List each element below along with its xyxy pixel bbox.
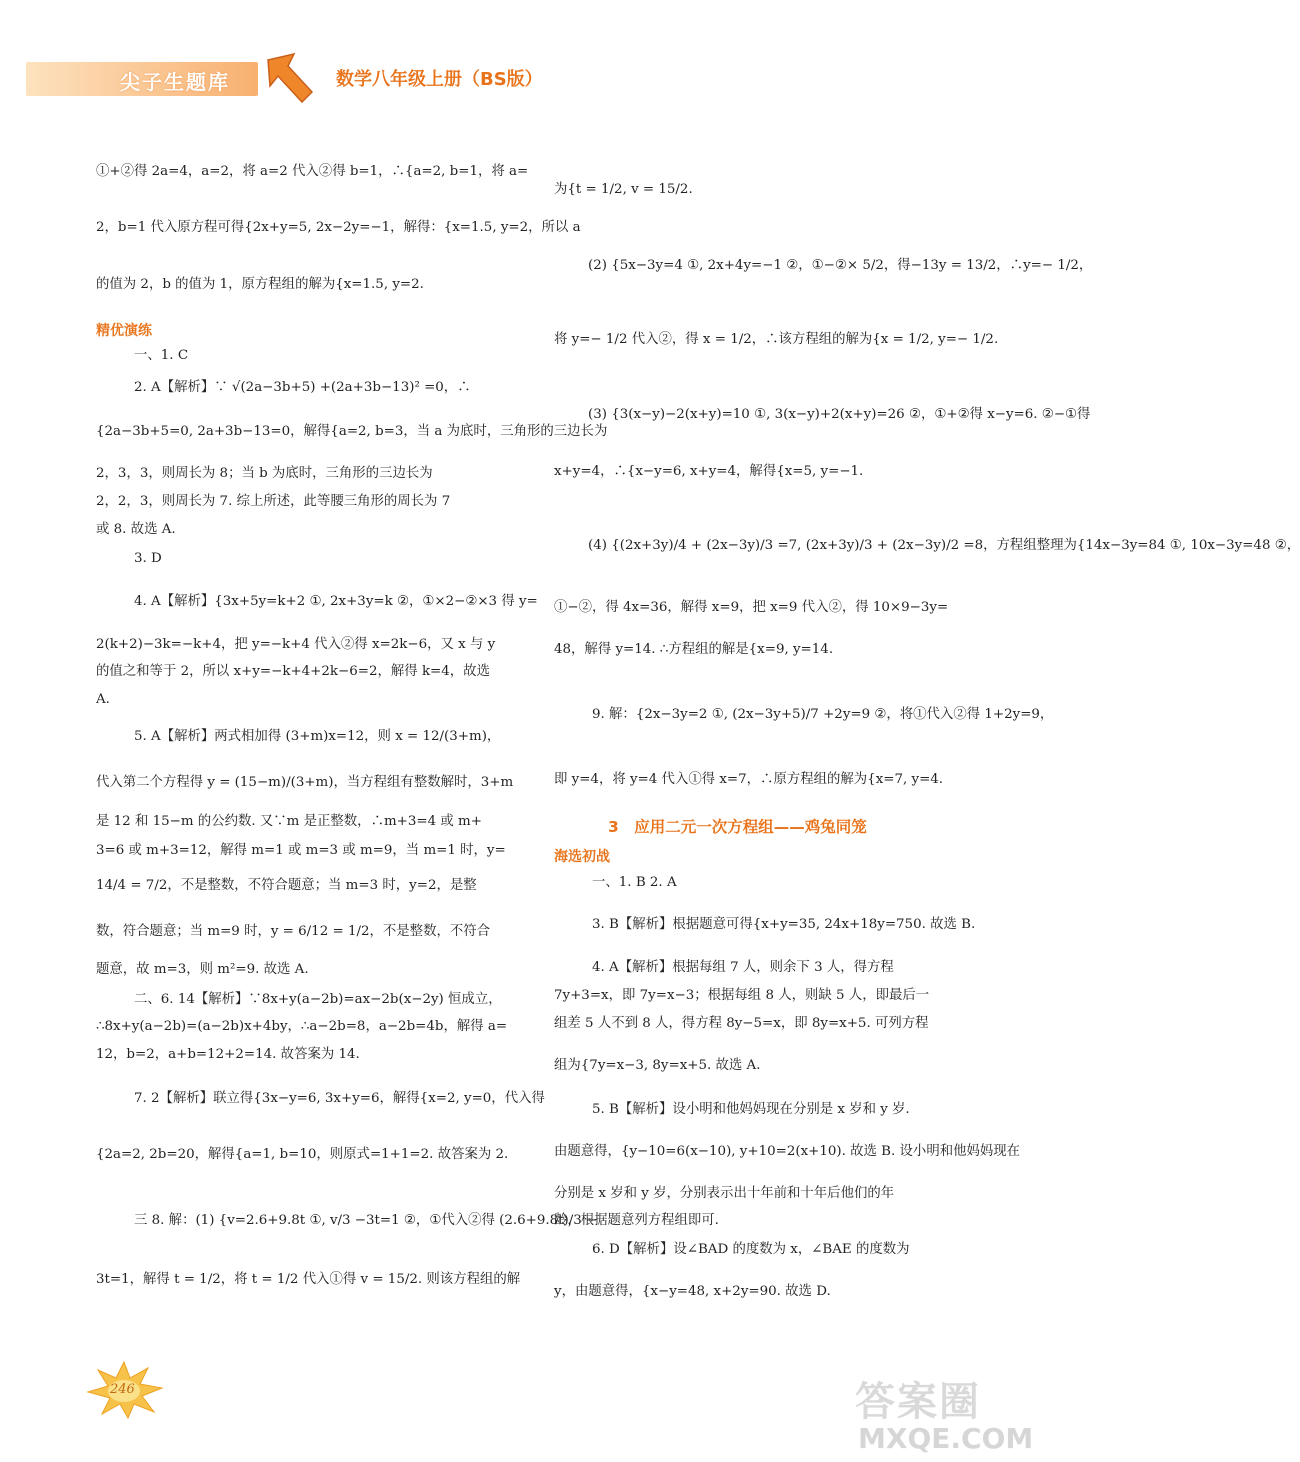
arrow-icon — [260, 50, 320, 110]
left-line: {2a−3b+5=0, 2a+3b−13=0，解得{a=2, b=3，当 a 为底时，三角形的三边长为 — [96, 424, 608, 439]
right-line: 6. D【解析】设∠BAD 的度数为 x，∠BAE 的度数为 — [592, 1242, 910, 1257]
right-line: 龄，根据题意列方程组即可. — [554, 1213, 719, 1228]
left-line: 4. A【解析】{3x+5y=k+2 ①, 2x+3y=k ②，①×2−②×3 得 y= — [134, 594, 538, 609]
left-line: 2. A【解析】∵ √(2a−3b+5) +(2a+3b−13)² =0，∴ — [134, 380, 471, 395]
left-line: 三 8. 解：(1) {v=2.6+9.8t ①, v/3 −3t=1 ②，①代入②得 (2.6+9.8t)/3 − — [134, 1213, 598, 1228]
series-name: 尖子生题库 — [120, 70, 230, 94]
book-title: 数学八年级上册（BS版） — [336, 69, 543, 90]
left-line: 3=6 或 m+3=12，解得 m=1 或 m=3 或 m=9，当 m=1 时，y= — [96, 843, 506, 858]
left-line: 二、6. 14【解析】∵8x+y(a−2b)=ax−2b(x−2y) 恒成立， — [134, 992, 502, 1007]
left-line: 一、1. C — [134, 348, 189, 363]
left-line: A. — [96, 692, 110, 707]
right-line: 4. A【解析】根据每组 7 人，则余下 3 人，得方程 — [592, 960, 894, 975]
right-line: (2) {5x−3y=4 ①, 2x+4y=−1 ②，①−②× 5/2，得−13y = 13/2，∴y=− 1/2， — [588, 258, 1093, 273]
right-line: 7y+3=x，即 7y=x−3；根据每组 8 人，则缺 5 人，即最后一 — [554, 988, 930, 1003]
watermark-bottom: MXQE.COM — [858, 1422, 1034, 1455]
right-line: 组为{7y=x−3, 8y=x+5. 故选 A. — [554, 1058, 761, 1073]
right-line: 由题意得，{y−10=6(x−10), y+10=2(x+10). 故选 B. 设小明和他妈妈现在 — [554, 1144, 1021, 1159]
right-line: (3) {3(x−y)−2(x+y)=10 ①, 3(x−y)+2(x+y)=26 ②，①+②得 x−y=6. ②−①得 — [588, 407, 1091, 422]
left-line: 是 12 和 15−m 的公约数. 又∵m 是正整数，∴m+3=4 或 m+ — [96, 814, 482, 829]
left-line: 数，符合题意；当 m=9 时，y = 6/12 = 1/2，不是整数，不符合 — [96, 924, 491, 939]
left-line: 或 8. 故选 A. — [96, 522, 176, 537]
left-line: 题意，故 m=3，则 m²=9. 故选 A. — [96, 962, 309, 977]
watermark — [850, 1370, 1034, 1460]
page-number: 246 — [110, 1382, 135, 1397]
right-line: 分别是 x 岁和 y 岁，分别表示出十年前和十年后他们的年 — [554, 1186, 895, 1201]
right-line: x+y=4，∴{x−y=6, x+y=4，解得{x=5, y=−1. — [554, 464, 864, 479]
left-line: 12，b=2，a+b=12+2=14. 故答案为 14. — [96, 1047, 360, 1062]
left-line: 2(k+2)−3k=−k+4，把 y=−k+4 代入②得 x=2k−6，又 x 与 y — [96, 637, 496, 652]
left-line: 3. D — [134, 551, 162, 566]
chapter-title: 3 应用二元一次方程组——鸡兔同笼 — [608, 818, 867, 836]
right-line: 一、1. B 2. A — [592, 875, 677, 890]
left-line: 2，2，3，则周长为 7. 综上所述，此等腰三角形的周长为 7 — [96, 494, 451, 509]
right-line: 3. B【解析】根据题意可得{x+y=35, 24x+18y=750. 故选 B. — [592, 917, 976, 932]
left-line: 5. A【解析】两式相加得 (3+m)x=12，则 x = 12/(3+m)， — [134, 729, 501, 744]
left-line: ①+②得 2a=4，a=2，将 a=2 代入②得 b=1，∴{a=2, b=1，将 a= — [96, 164, 529, 179]
left-line: 的值为 2，b 的值为 1，原方程组的解为{x=1.5, y=2. — [96, 277, 424, 292]
left-line: {2a=2, 2b=20，解得{a=1, b=10，则原式=1+1=2. 故答案为 2. — [96, 1147, 509, 1162]
right-line: 48，解得 y=14. ∴方程组的解是{x=9, y=14. — [554, 642, 834, 657]
left-line: 的值之和等于 2，所以 x+y=−k+4+2k−6=2，解得 k=4，故选 — [96, 664, 490, 679]
right-line: 将 y=− 1/2 代入②，得 x = 1/2，∴该方程组的解为{x = 1/2, y=− 1/2. — [554, 332, 999, 347]
right-line: y，由题意得，{x−y=48, x+2y=90. 故选 D. — [554, 1284, 831, 1299]
left-line: 代入第二个方程得 y = (15−m)/(3+m)，当方程组有整数解时，3+m — [96, 775, 514, 790]
right-line: 9. 解：{2x−3y=2 ①, (2x−3y+5)/7 +2y=9 ②，将①代入②得 1+2y=9， — [592, 707, 1054, 722]
right-line: 为{t = 1/2, v = 15/2. — [554, 182, 693, 197]
right-line: 即 y=4，将 y=4 代入①得 x=7，∴原方程组的解为{x=7, y=4. — [554, 772, 944, 787]
left-line: 7. 2【解析】联立得{3x−y=6, 3x+y=6，解得{x=2, y=0，代入得 — [134, 1091, 545, 1106]
left-line: ∴8x+y(a−2b)=(a−2b)x+4by，∴a−2b=8，a−2b=4b，解得 a= — [96, 1019, 508, 1034]
right-line: (4) {(2x+3y)/4 + (2x−3y)/3 =7, (2x+3y)/3 + (2x−3y)/2 =8，方程组整理为{14x−3y=84 ①, 10x−3y=48 ②， — [588, 538, 1300, 553]
section-haixuan: 海选初战 — [554, 849, 610, 865]
left-line: 3t=1，解得 t = 1/2，将 t = 1/2 代入①得 v = 15/2. 则该方程组的解 — [96, 1272, 521, 1287]
section-jingyou: 精优演练 — [96, 323, 152, 339]
right-line: ①−②，得 4x=36，解得 x=9，把 x=9 代入②，得 10×9−3y= — [554, 600, 949, 615]
page-header — [0, 50, 1031, 110]
right-line: 5. B【解析】设小明和他妈妈现在分别是 x 岁和 y 岁. — [592, 1102, 910, 1117]
left-line: 2，3，3，则周长为 8；当 b 为底时，三角形的三边长为 — [96, 466, 433, 481]
right-line: 组差 5 人不到 8 人，得方程 8y−5=x，即 8y=x+5. 可列方程 — [554, 1016, 929, 1031]
left-line: 2，b=1 代入原方程可得{2x+y=5, 2x−2y=−1，解得：{x=1.5, y=2，所以 a — [96, 220, 581, 235]
left-line: 14/4 = 7/2，不是整数，不符合题意；当 m=3 时，y=2，是整 — [96, 878, 477, 893]
watermark-top: 答案圈 — [855, 1379, 981, 1425]
